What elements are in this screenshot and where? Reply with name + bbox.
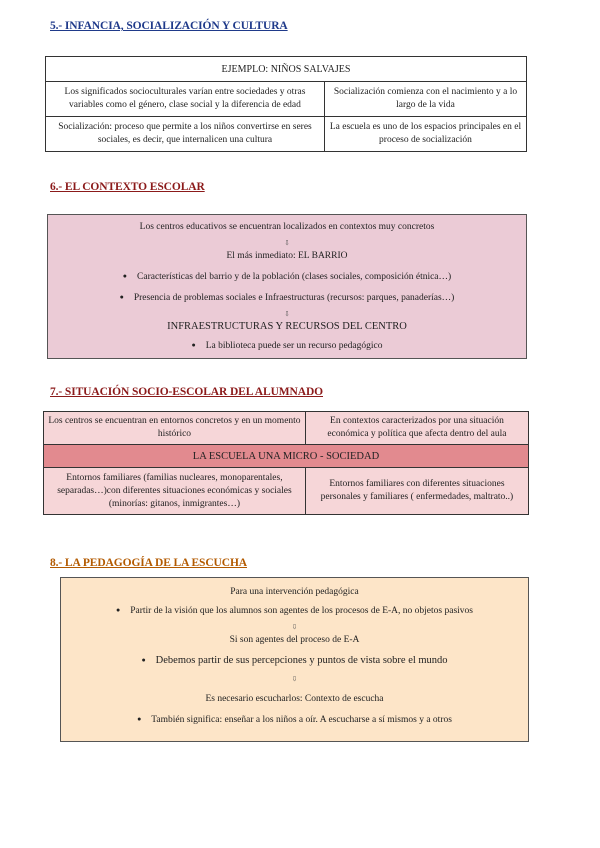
table-cell: Los centros se encuentran en entornos concretos y en un momento histórico <box>44 412 306 445</box>
context-line: Los centros educativos se encuentran localizados en contextos muy concretos <box>139 222 435 232</box>
agents-line: Si son agentes del proceso de E-A <box>229 635 360 645</box>
arrow-down-icon: ⇩ <box>291 623 298 631</box>
bullet-item: ● Presencia de problemas sociales e Infraestructuras (recursos: parques, panaderías…) <box>120 293 455 303</box>
infrastructure-line: INFRAESTRUCTURAS Y RECURSOS DEL CENTRO <box>167 321 407 332</box>
socialization-table <box>45 56 527 152</box>
section-5-title: 5.- INFANCIA, SOCIALIZACIÓN Y CULTURA <box>50 20 288 32</box>
section-8-title: 8.- LA PEDAGOGÍA DE LA ESCUCHA <box>50 557 248 569</box>
neighborhood-line: El más inmediato: EL BARRIO <box>226 251 348 261</box>
table-cell: Los significados socioculturales varían entre sociedades y otras variables como el género, clase social y la diferencia de edad <box>46 82 325 117</box>
table-cell: Entornos familiares con diferentes situaciones personales y familiares ( enfermedades, maltrato..) <box>305 468 528 515</box>
table-cell: Entornos familiares (familias nucleares, monoparentales, separadas…)con diferentes situaciones económicas y sociales (minorías: gitanos, inmigrantes…) <box>44 468 306 515</box>
section-7-title: 7.- SITUACIÓN SOCIO-ESCOLAR DEL ALUMNADO <box>50 386 323 398</box>
bullet-item: ● Partir de la visión que los alumnos son agentes de los procesos de E-A, no objetos pasivos <box>116 606 473 616</box>
micro-society-table <box>43 411 529 515</box>
bullet-item: ● También significa: enseñar a los niños a oír. A escucharse a sí mismos y a otros <box>137 715 452 725</box>
arrow-down-icon: ⇩ <box>284 310 290 318</box>
arrow-down-icon: ⇩ <box>291 675 298 683</box>
section-6-title: 6.- EL CONTEXTO ESCOLAR <box>50 181 205 193</box>
table-cell: En contextos caracterizados por una situación económica y política que afecta dentro del aula <box>305 412 528 445</box>
school-context-box <box>47 214 527 359</box>
table-cell: Socialización comienza con el nacimiento y a lo largo de la vida <box>324 82 526 117</box>
listening-pedagogy-box <box>60 577 529 742</box>
table-cell: La escuela es uno de los espacios principales en el proceso de socialización <box>324 117 526 152</box>
bullet-item: ● Características del barrio y de la población (clases sociales, composición étnica…) <box>123 272 451 282</box>
bullet-item: ● Debemos partir de sus percepciones y puntos de vista sobre el mundo <box>141 655 447 666</box>
listening-line: Es necesario escucharlos: Contexto de escucha <box>205 694 384 704</box>
table-cell: Socialización: proceso que permite a los niños convertirse en seres sociales, es decir, que internalicen una cultura <box>46 117 325 152</box>
intervention-line: Para una intervención pedagógica <box>230 587 359 597</box>
arrow-down-icon: ⇩ <box>284 239 290 247</box>
table-header: EJEMPLO: NIÑOS SALVAJES <box>46 57 527 82</box>
bullet-item: ● La biblioteca puede ser un recurso pedagógico <box>192 341 383 351</box>
table-header: LA ESCUELA UNA MICRO - SOCIEDAD <box>44 445 529 468</box>
